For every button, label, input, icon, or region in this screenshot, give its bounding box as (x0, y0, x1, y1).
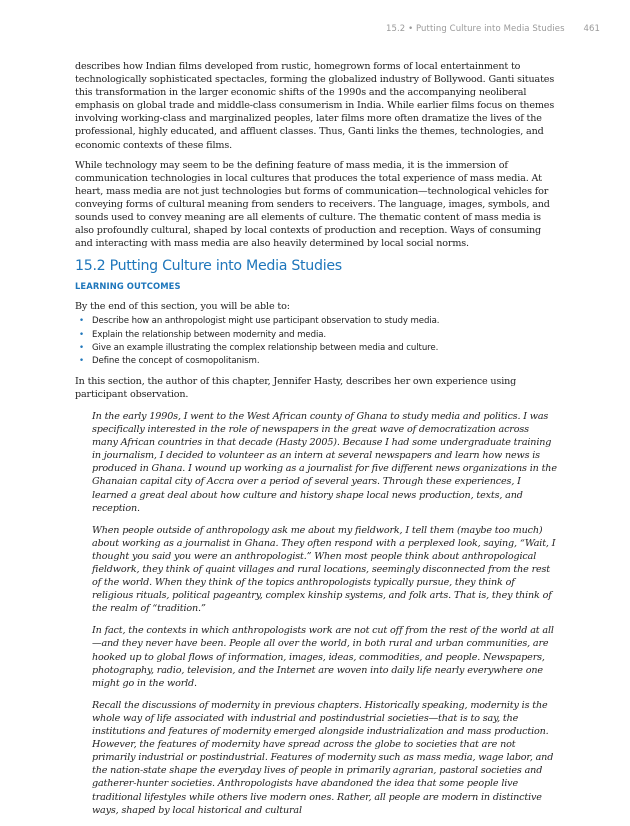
block-quote (92, 410, 557, 817)
list-item (75, 315, 557, 328)
list-item (75, 329, 557, 342)
bullet-icon: • (79, 342, 84, 353)
quote-paragraph: In fact, the contexts in which anthropologists work are not cut off from the rest of the world at all—and they never have been. People all over the world, in both rural and urban communities, are hooked up to global flows of information, images, ideas, commodities, and people. Newspapers, photography, radio, television, and the Internet are woven into daily life nearly everywhere one might go in the world. (92, 625, 554, 689)
running-header (386, 24, 600, 34)
bullet-icon: • (79, 355, 84, 366)
page-content (75, 60, 557, 826)
learning-outcomes-list (75, 315, 557, 367)
bullet-icon: • (79, 329, 84, 340)
outcome-text: Describe how an anthropologist might use participant observation to study media. (92, 316, 440, 327)
section-title: 15.2 Putting Culture into Media Studies (75, 258, 342, 275)
running-title: 15.2 • Putting Culture into Media Studies (385, 24, 565, 34)
bullet-icon: • (79, 316, 84, 327)
outcome-text: Give an example illustrating the complex relationship between media and culture. (92, 342, 439, 353)
intro-paragraph: While technology may seem to be the defining feature of mass media, it is the immersion of communication technologies in local cultures that produces the total experience of mass media. At heart, mass media are not just technologies but forms of communication—technological vehicles for conveying forms of cultural meaning from senders to receivers. The language, images, symbols, and sounds used to convey meaning are all elements of culture. The thematic content of mass media is also profoundly cultural, shaped by local contexts of production and reception. Ways of consuming and interacting with mass media are also heavily determined by local social norms. (75, 159, 550, 250)
outcome-text: Explain the relationship between modernity and media. (92, 329, 327, 340)
learning-outcomes-heading: LEARNING OUTCOMES (75, 281, 181, 292)
quote-paragraph: When people outside of anthropology ask me about my fieldwork, I tell them (maybe too much) about working as a journalist in Ghana. They often respond with a perplexed look, saying, “Wait, I thought you said you were an anthropologist.” When most people think about anthropological fieldwork, they think of quaint villages and rural locations, seemingly disconnected from the rest of the world. When they think of the topics anthropologists typically pursue, they think of religious rituals, political pageantry, complex kinship systems, and folk arts. That is, they think of the realm of “tradition.” (92, 524, 556, 615)
intro-paragraph: describes how Indian films developed from rustic, homegrown forms of local entertainment to technologically sophisticated spectacles, forming the globalized industry of Bollywood. Ganti situates this transformation in the larger economic shifts of the 1990s and the accompanying neoliberal emphasis on global trade and middle-class consumerism in India. While earlier films focus on themes involving working-class and marginalized peoples, later films more often dramatize the lives of the professional, highly educated, and affluent classes. Thus, Ganti links the themes, technologies, and economic contexts of these films. (75, 61, 555, 151)
quote-paragraph: In the early 1990s, I went to the West African county of Ghana to study media and politics. I was specifically interested in the role of newspapers in the great wave of democratization across many African countries in that decade (Hasty 2005). Because I had some undergraduate training in journalism, I decided to volunteer as an intern at several newspapers and learn how news is produced in Ghana. I wound up working as a journalist for five different news organizations in the Ghanaian capital city of Accra over a period of several years. Through these experiences, I learned a great deal about how culture and history shape local news production, texts, and reception. (92, 410, 557, 514)
quote-paragraph: Recall the discussions of modernity in previous chapters. Historically speaking, modernity is the whole way of life associated with industrial and postindustrial societies—that is to say, the institutions and features of modernity emerged alongside industrialization and mass production. However, the features of modernity have spread across the globe to societies that are not primarily industrial or postindustrial. Features of modernity such as mass media, wage labor, and the nation-state shape the everyday lives of people in primarily agrarian, pastoral societies and gatherer-hunter societies. Anthropologists have abandoned the idea that some people live traditional lifestyles while others live modern ones. Rather, all people are modern in distinctive ways, shaped by local historical and cultural (92, 699, 554, 816)
list-item (75, 355, 557, 368)
outcome-text: Define the concept of cosmopolitanism. (92, 355, 260, 366)
section-body-paragraph: In this section, the author of this chapter, Jennifer Hasty, describes her own experience using participant observation. (75, 375, 517, 400)
outcomes-lead-in: By the end of this section, you will be able to: (75, 301, 290, 313)
page-number: 461 (583, 24, 600, 34)
list-item (75, 342, 557, 355)
